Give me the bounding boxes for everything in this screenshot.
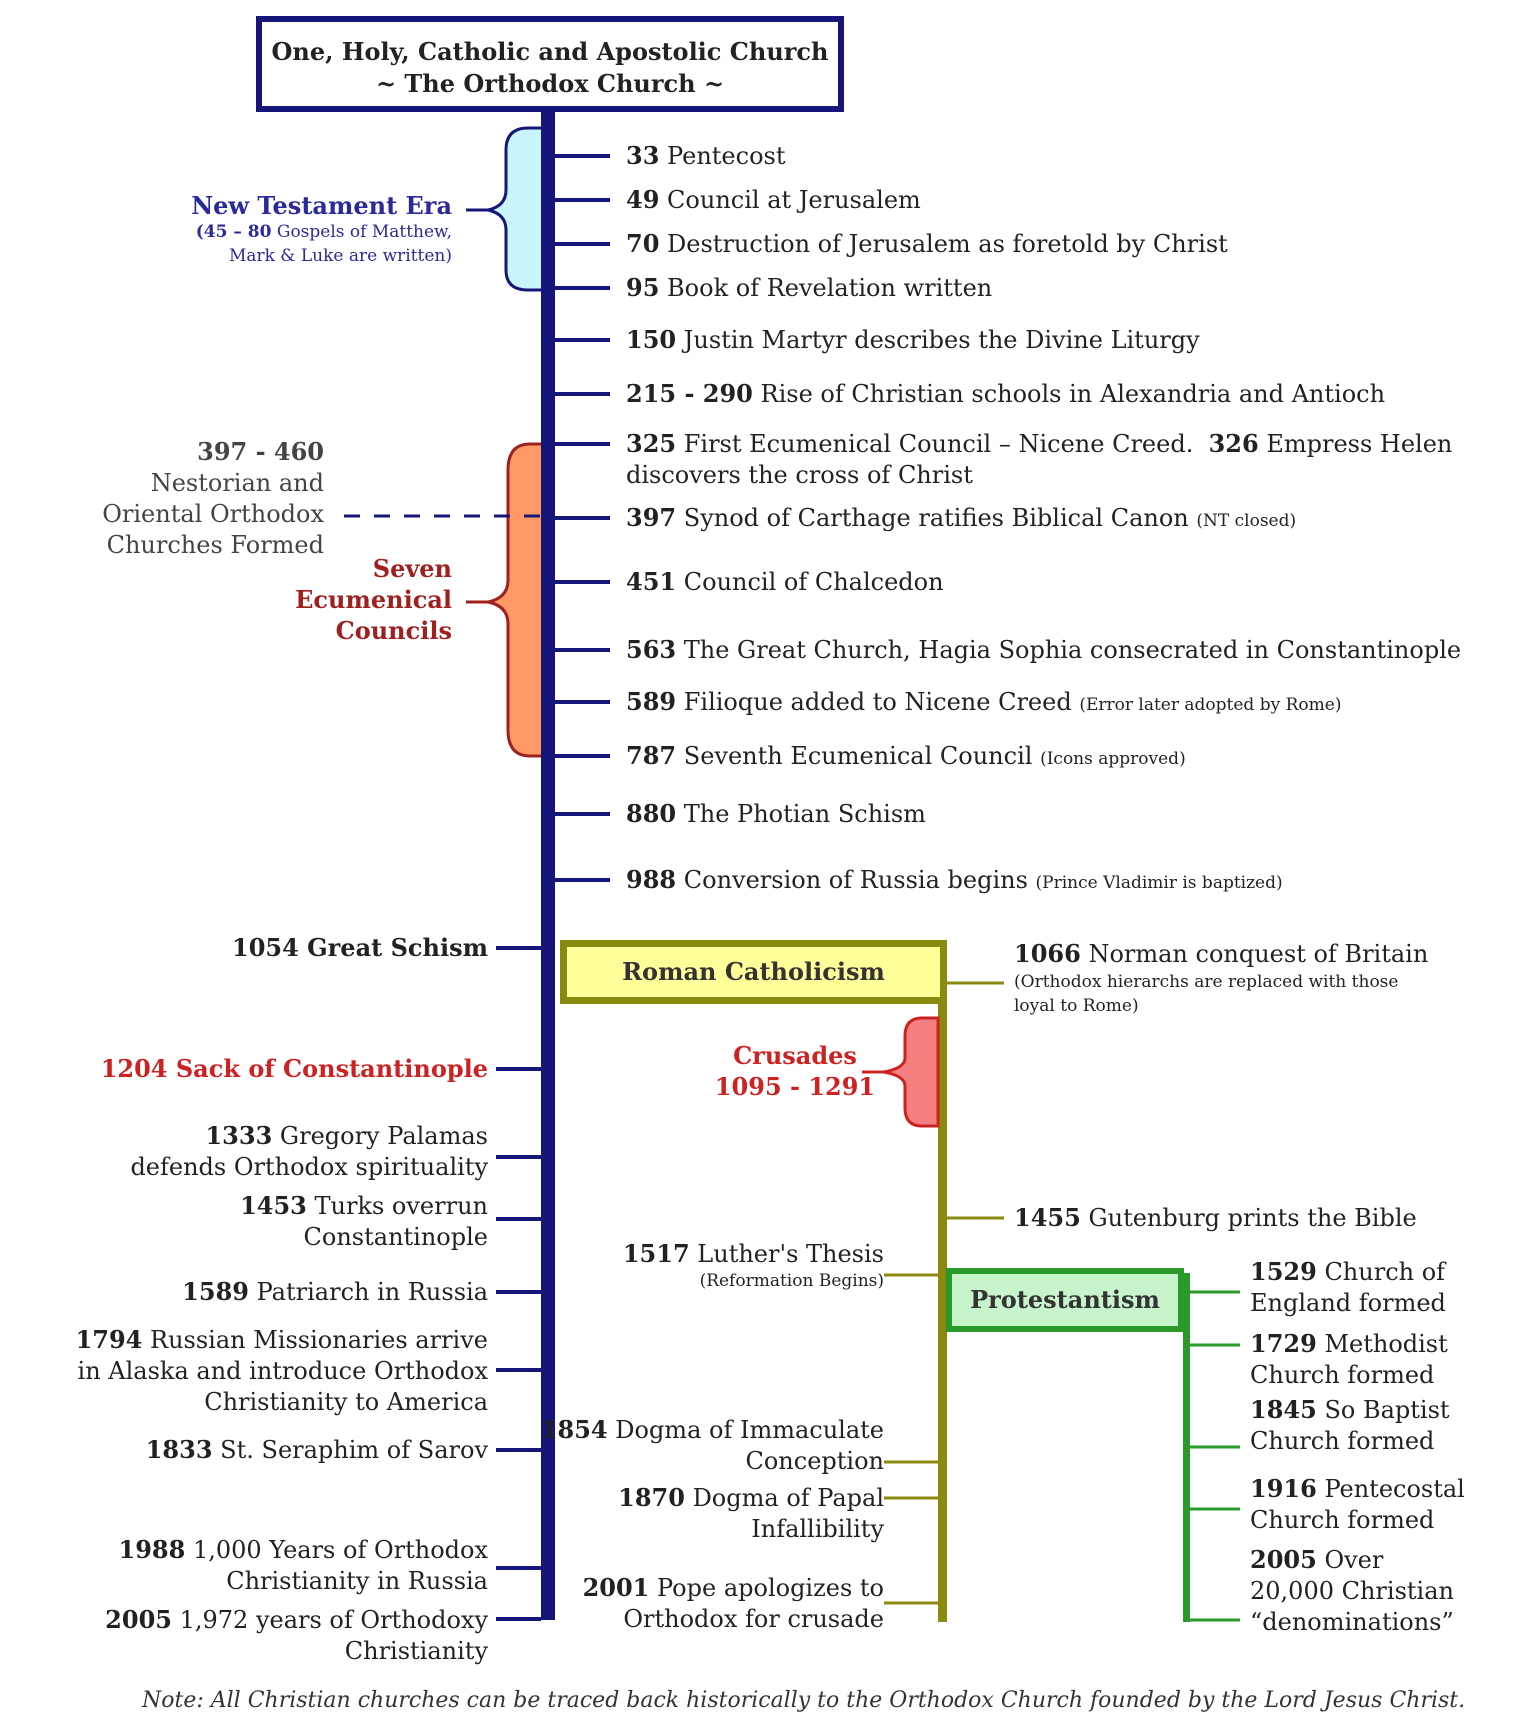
event-2005-protestant-text-3: “denominations” <box>1250 1608 1454 1636</box>
event-2005-protestant-text-1: Over <box>1324 1546 1384 1574</box>
event-1333-text-1: Gregory Palamas <box>279 1122 488 1150</box>
orthodox-main-line <box>541 112 555 1620</box>
protestantism-box <box>946 1268 1184 1332</box>
event-563-text: The Great Church, Hagia Sophia consecrated in Constantinople <box>683 636 1462 664</box>
event-95-text: Book of Revelation written <box>667 274 993 302</box>
event-2005-orthodox-text-1: 1,972 years of Orthodoxy <box>179 1606 488 1634</box>
event-988 <box>626 864 1283 899</box>
event-1054: 1054 Great Schism <box>232 933 488 962</box>
event-589-text: Filioque added to Nicene Creed <box>683 688 1072 716</box>
event-1916 <box>1250 1473 1465 1536</box>
nestorian-label <box>102 436 324 561</box>
event-1529-year: 1529 <box>1250 1257 1317 1286</box>
event-1529-text-2: England formed <box>1250 1289 1446 1317</box>
event-33 <box>626 140 785 172</box>
event-150-year: 150 <box>626 325 677 354</box>
event-1455-year: 1455 <box>1014 1203 1081 1232</box>
event-787-note: (Icons approved) <box>1040 749 1186 769</box>
event-1916-year: 1916 <box>1250 1474 1317 1503</box>
protestantism-label: Protestantism <box>970 1285 1160 1314</box>
event-2005-orthodox-year: 2005 <box>105 1605 172 1634</box>
event-33-text: Pentecost <box>667 142 786 170</box>
event-1833-text: St. Seraphim of Sarov <box>220 1436 488 1464</box>
event-1066-note-1: (Orthodox hierarchs are replaced with those <box>1014 972 1399 992</box>
event-70-text: Destruction of Jerusalem as foretold by Christ <box>667 230 1228 258</box>
event-589 <box>626 686 1341 721</box>
crusades-years: 1095 - 1291 <box>714 1072 876 1101</box>
event-49 <box>626 184 921 216</box>
event-1517-note: (Reformation Begins) <box>699 1271 884 1291</box>
nt-era-title: New Testament Era <box>191 191 452 220</box>
event-880 <box>626 798 926 830</box>
nestorian-2: Oriental Orthodox <box>102 500 324 528</box>
event-1517-year: 1517 <box>622 1239 690 1268</box>
event-1794-text-3: Christianity to America <box>204 1388 488 1416</box>
roman-catholicism-box <box>560 940 947 1004</box>
event-563 <box>626 634 1461 666</box>
event-1833-year: 1833 <box>145 1435 213 1464</box>
event-1854-text-1: Dogma of Immaculate <box>615 1416 884 1444</box>
event-1066-note <box>1014 970 1398 1018</box>
event-1589 <box>182 1276 488 1308</box>
event-1517-text: Luther's Thesis <box>697 1240 884 1268</box>
crusades-bracket <box>884 1018 938 1126</box>
event-1455 <box>1014 1202 1417 1234</box>
event-1729-text-2: Church formed <box>1250 1361 1435 1389</box>
event-95 <box>626 272 992 304</box>
event-1854-text-2: Conception <box>745 1447 884 1475</box>
event-325-text: First Ecumenical Council – Nicene Creed. <box>683 430 1194 458</box>
event-33-year: 33 <box>626 141 660 170</box>
event-1870-text-1: Dogma of Papal <box>692 1484 884 1512</box>
nt-era-sub <box>196 220 452 268</box>
event-215 <box>626 378 1385 410</box>
crusades-text: Crusades <box>733 1041 857 1070</box>
event-1794-text-1: Russian Missionaries arrive <box>150 1326 488 1354</box>
event-880-year: 880 <box>626 799 677 828</box>
event-49-text: Council at Jerusalem <box>667 186 921 214</box>
nt-era-sub-2: Mark & Luke are written) <box>228 246 452 266</box>
councils-1: Seven <box>372 554 452 583</box>
event-1916-text-1: Pentecostal <box>1324 1475 1465 1503</box>
event-326-year: 326 <box>1208 429 1259 458</box>
event-988-note: (Prince Vladimir is baptized) <box>1035 873 1283 893</box>
event-1870 <box>618 1482 884 1545</box>
event-1066-text-1: Norman conquest of Britain <box>1088 940 1429 968</box>
event-2005-protestant <box>1250 1544 1454 1638</box>
event-1729-year: 1729 <box>1250 1329 1317 1358</box>
event-451-text: Council of Chalcedon <box>683 568 944 596</box>
councils-2: Ecumenical <box>295 585 452 614</box>
event-2001-year: 2001 <box>582 1573 650 1602</box>
event-150-text: Justin Martyr describes the Divine Liturgy <box>683 326 1200 354</box>
event-1589-year: 1589 <box>182 1277 249 1306</box>
crusades-label <box>700 1040 890 1102</box>
event-1794-year: 1794 <box>75 1325 143 1354</box>
event-1729 <box>1250 1328 1448 1391</box>
nestorian-year: 397 - 460 <box>197 437 324 466</box>
event-1729-text-1: Methodist <box>1324 1330 1448 1358</box>
early-event-ticks <box>555 156 610 880</box>
councils-3: Councils <box>335 616 452 645</box>
event-2005-orthodox-text-2: Christianity <box>344 1637 488 1665</box>
event-1988-year: 1988 <box>118 1535 186 1564</box>
councils-bracket <box>488 444 548 756</box>
event-787-year: 787 <box>626 741 677 770</box>
event-589-note: (Error later adopted by Rome) <box>1079 695 1342 715</box>
title-line-1: One, Holy, Catholic and Apostolic Church <box>271 37 829 66</box>
event-1066-note-2: loyal to Rome) <box>1014 996 1139 1016</box>
event-1529 <box>1250 1256 1446 1319</box>
event-215-text: Rise of Christian schools in Alexandria and Antioch <box>760 380 1386 408</box>
event-1870-text-2: Infallibility <box>751 1515 884 1543</box>
event-589-year: 589 <box>626 687 677 716</box>
event-787 <box>626 740 1186 775</box>
event-1453-text-1: Turks overrun <box>314 1192 488 1220</box>
event-1517 <box>623 1238 884 1270</box>
event-397-note: (NT closed) <box>1196 511 1297 531</box>
title-box <box>256 16 844 112</box>
event-2001-text-1: Pope apologizes to <box>657 1574 884 1602</box>
title-line-2: ~ The Orthodox Church ~ <box>375 69 725 98</box>
event-1333 <box>130 1120 488 1183</box>
event-1066-year: 1066 <box>1014 939 1081 968</box>
event-70-year: 70 <box>626 229 660 258</box>
event-451-year: 451 <box>626 567 677 596</box>
event-1333-year: 1333 <box>205 1121 273 1150</box>
nt-era-sub-1: Gospels of Matthew, <box>276 222 452 242</box>
footnote: Note: All Christian churches can be traced back historically to the Orthodox Church founded by the Lord Jesus Christ. <box>142 1688 1466 1713</box>
event-1854 <box>541 1414 884 1477</box>
event-1833 <box>146 1434 488 1466</box>
nestorian-1: Nestorian and <box>150 469 324 497</box>
event-1455-text: Gutenburg prints the Bible <box>1088 1204 1417 1232</box>
event-1204: 1204 Sack of Constantinople <box>100 1054 488 1083</box>
event-325 <box>626 428 1452 491</box>
event-787-text: Seventh Ecumenical Council <box>683 742 1033 770</box>
event-563-year: 563 <box>626 635 677 664</box>
protestant-ticks <box>1190 1292 1240 1620</box>
event-1988 <box>119 1534 488 1597</box>
event-880-text: The Photian Schism <box>683 800 926 828</box>
left-event-ticks <box>496 948 541 1619</box>
nestorian-3: Churches Formed <box>106 531 324 559</box>
roman-catholicism-label: Roman Catholicism <box>622 957 885 986</box>
event-1988-text-1: 1,000 Years of Orthodox <box>192 1536 488 1564</box>
event-1845 <box>1250 1394 1450 1457</box>
event-397 <box>626 502 1296 537</box>
event-1916-text-2: Church formed <box>1250 1506 1435 1534</box>
protestant-main-line <box>1183 1273 1190 1622</box>
event-325-year: 325 <box>626 429 677 458</box>
event-1845-text-1: So Baptist <box>1324 1396 1450 1424</box>
event-1589-text: Patriarch in Russia <box>256 1278 488 1306</box>
event-49-year: 49 <box>626 185 660 214</box>
event-1066 <box>1014 938 1428 970</box>
event-95-year: 95 <box>626 273 660 302</box>
event-988-year: 988 <box>626 865 677 894</box>
event-1845-year: 1845 <box>1250 1395 1317 1424</box>
event-1870-year: 1870 <box>618 1483 685 1512</box>
event-2001-text-2: Orthodox for crusade <box>623 1605 884 1633</box>
councils-label <box>295 553 452 646</box>
event-1794-text-2: in Alaska and introduce Orthodox <box>77 1357 488 1385</box>
event-1988-text-2: Christianity in Russia <box>226 1567 488 1595</box>
event-2005-protestant-text-2: 20,000 Christian <box>1250 1577 1454 1605</box>
event-1453 <box>240 1190 488 1253</box>
event-1529-text-1: Church of <box>1324 1258 1446 1286</box>
event-1854-year: 1854 <box>540 1415 608 1444</box>
event-326-text-2: discovers the cross of Christ <box>626 461 973 489</box>
event-1794 <box>76 1324 488 1418</box>
event-215-year: 215 - 290 <box>626 379 753 408</box>
event-1453-text-2: Constantinople <box>303 1223 488 1251</box>
event-150 <box>626 324 1200 356</box>
nt-bracket <box>488 128 548 290</box>
event-70 <box>626 228 1228 260</box>
nt-era-sub-year: (45 – 80 <box>195 222 272 242</box>
event-1845-text-2: Church formed <box>1250 1427 1435 1455</box>
event-988-text: Conversion of Russia begins <box>683 866 1028 894</box>
event-2005-orthodox <box>105 1604 488 1667</box>
event-397-year: 397 <box>626 503 677 532</box>
event-326-text: Empress Helen <box>1266 430 1453 458</box>
event-2001 <box>583 1572 884 1635</box>
event-1453-year: 1453 <box>240 1191 307 1220</box>
event-2005-protestant-year: 2005 <box>1250 1545 1317 1574</box>
event-1333-text-2: defends Orthodox spirituality <box>130 1153 488 1181</box>
event-397-text: Synod of Carthage ratifies Biblical Canon <box>683 504 1189 532</box>
event-451 <box>626 566 944 598</box>
